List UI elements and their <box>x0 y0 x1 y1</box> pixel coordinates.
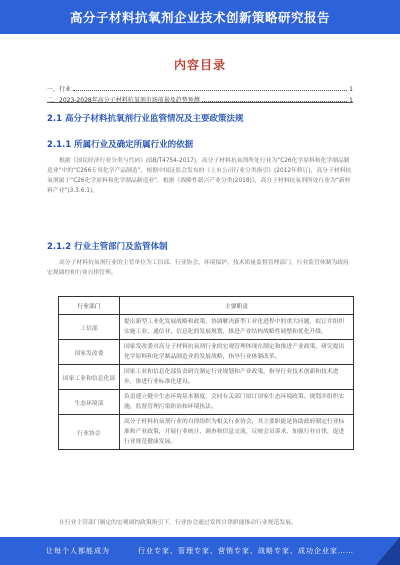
table-row <box>59 390 354 415</box>
table-row <box>59 415 354 450</box>
column-header: 主要职责 <box>120 297 354 315</box>
closing-paragraph: 在行业主管部门制定的宏观调控政策指引下，行业协会通过发挥自律职能推动行业规范发展。 <box>59 520 297 526</box>
table-row <box>59 315 354 340</box>
duty-cell: 国家工业和信息化部负责研究制定行业规划和产业政策，指导行业技术创新和技术进步，推进行业标准化建设。 <box>120 365 354 390</box>
toc-entry-page: 1 <box>349 86 353 93</box>
department-cell: 生态环境部 <box>59 390 120 415</box>
regulatory-table <box>58 296 354 450</box>
toc-entry[interactable] <box>47 82 353 93</box>
department-cell: 行业协会 <box>59 415 120 450</box>
table-row <box>59 365 354 390</box>
section-heading: 2.1.1 所属行业及确定所属行业的依据 <box>47 140 194 150</box>
toc-entry-text: 二、2023-2028年高分子材料抗氧剂市场前景及趋势预测 <box>47 97 200 104</box>
duty-cell: 国家发改委对高分子材料抗氧剂行业的宏观管理体现在制定和推进产业政策，研究提出化学原料和化学制品制造业的发展战略，指导行业体制改革。 <box>120 340 354 365</box>
footer-corner-decoration <box>376 537 400 565</box>
toc-leader-dots <box>73 90 347 91</box>
footer-roles: 行业专家、管理专家、营销专家、战略专家、成功企业家…… <box>138 547 354 555</box>
duty-cell: 提出新型工业化发展战略和政策，协调解决新型工业化进程中的重大问题，拟订并组织实施工业、通信业、信息化的发展规划，推进产业结构战略性调整和优化升级。 <box>120 315 354 340</box>
toc-title: 内容目录 <box>173 58 226 72</box>
body-paragraph: 高分子材料抗氧剂行业的主管单位为工信部、行业协会、环境保护、技术质量监督管理部门，行业监管体制为政府宏观调控和行业自律管理。 <box>47 260 349 276</box>
toc-entry-text: 一、行业 <box>47 86 72 93</box>
table-row <box>59 340 354 365</box>
duty-cell: 高分子材料抗氧剂行业的自律组织为相关行业协会，其主要职能是协助政府制定行业标准和产业政策，开展行业统计、调查和信息交流，反映会员诉求，加强行业自律，促进行业规范健康发展。 <box>120 415 354 450</box>
report-header <box>0 0 400 34</box>
department-cell: 国家发改委 <box>59 340 120 365</box>
section-heading: 2.1.2 行业主管部门及监管体制 <box>47 242 168 252</box>
column-header: 行业部门 <box>59 297 120 315</box>
department-cell: 国家工业和信息化部 <box>59 365 120 390</box>
duty-cell: 负责建立健全生态环境基本制度，会同有关部门拟订国家生态环境政策、规划并组织实施，监督管理污染防治和环境执法。 <box>120 390 354 415</box>
table-of-contents <box>47 82 353 104</box>
report-title: 高分子材料抗氧剂企业技术创新策略研究报告 <box>69 10 330 25</box>
body-paragraph: 根据《国民经济行业分类与代码》(GB/T4754-2017)，高分子材料抗氧剂所处行业为“C26化学原料和化学制品制造业”中的“C266专用化学产品制造”，根据中国证监会发布的《上市公司行业分类指引》(2012年修订)，高分子材料抗氧剂属于“C26化学原料和化学制品制造业”，根据《战略性新兴产业分类(2018)》，高分子材料抗氧剂所处行业为“新材料产业”(3.3.6.1)。 <box>47 158 352 194</box>
department-cell: 工信部 <box>59 315 120 340</box>
toc-entry-page: 1 <box>349 97 353 104</box>
page-footer <box>0 537 400 565</box>
footer-slogan: 让每个人都能成为 <box>46 547 110 555</box>
toc-divider <box>47 102 353 103</box>
table-header-row <box>59 297 354 315</box>
section-heading: 2.1 高分子材料抗氧剂行业监管情况及主要政策法规 <box>47 114 244 124</box>
